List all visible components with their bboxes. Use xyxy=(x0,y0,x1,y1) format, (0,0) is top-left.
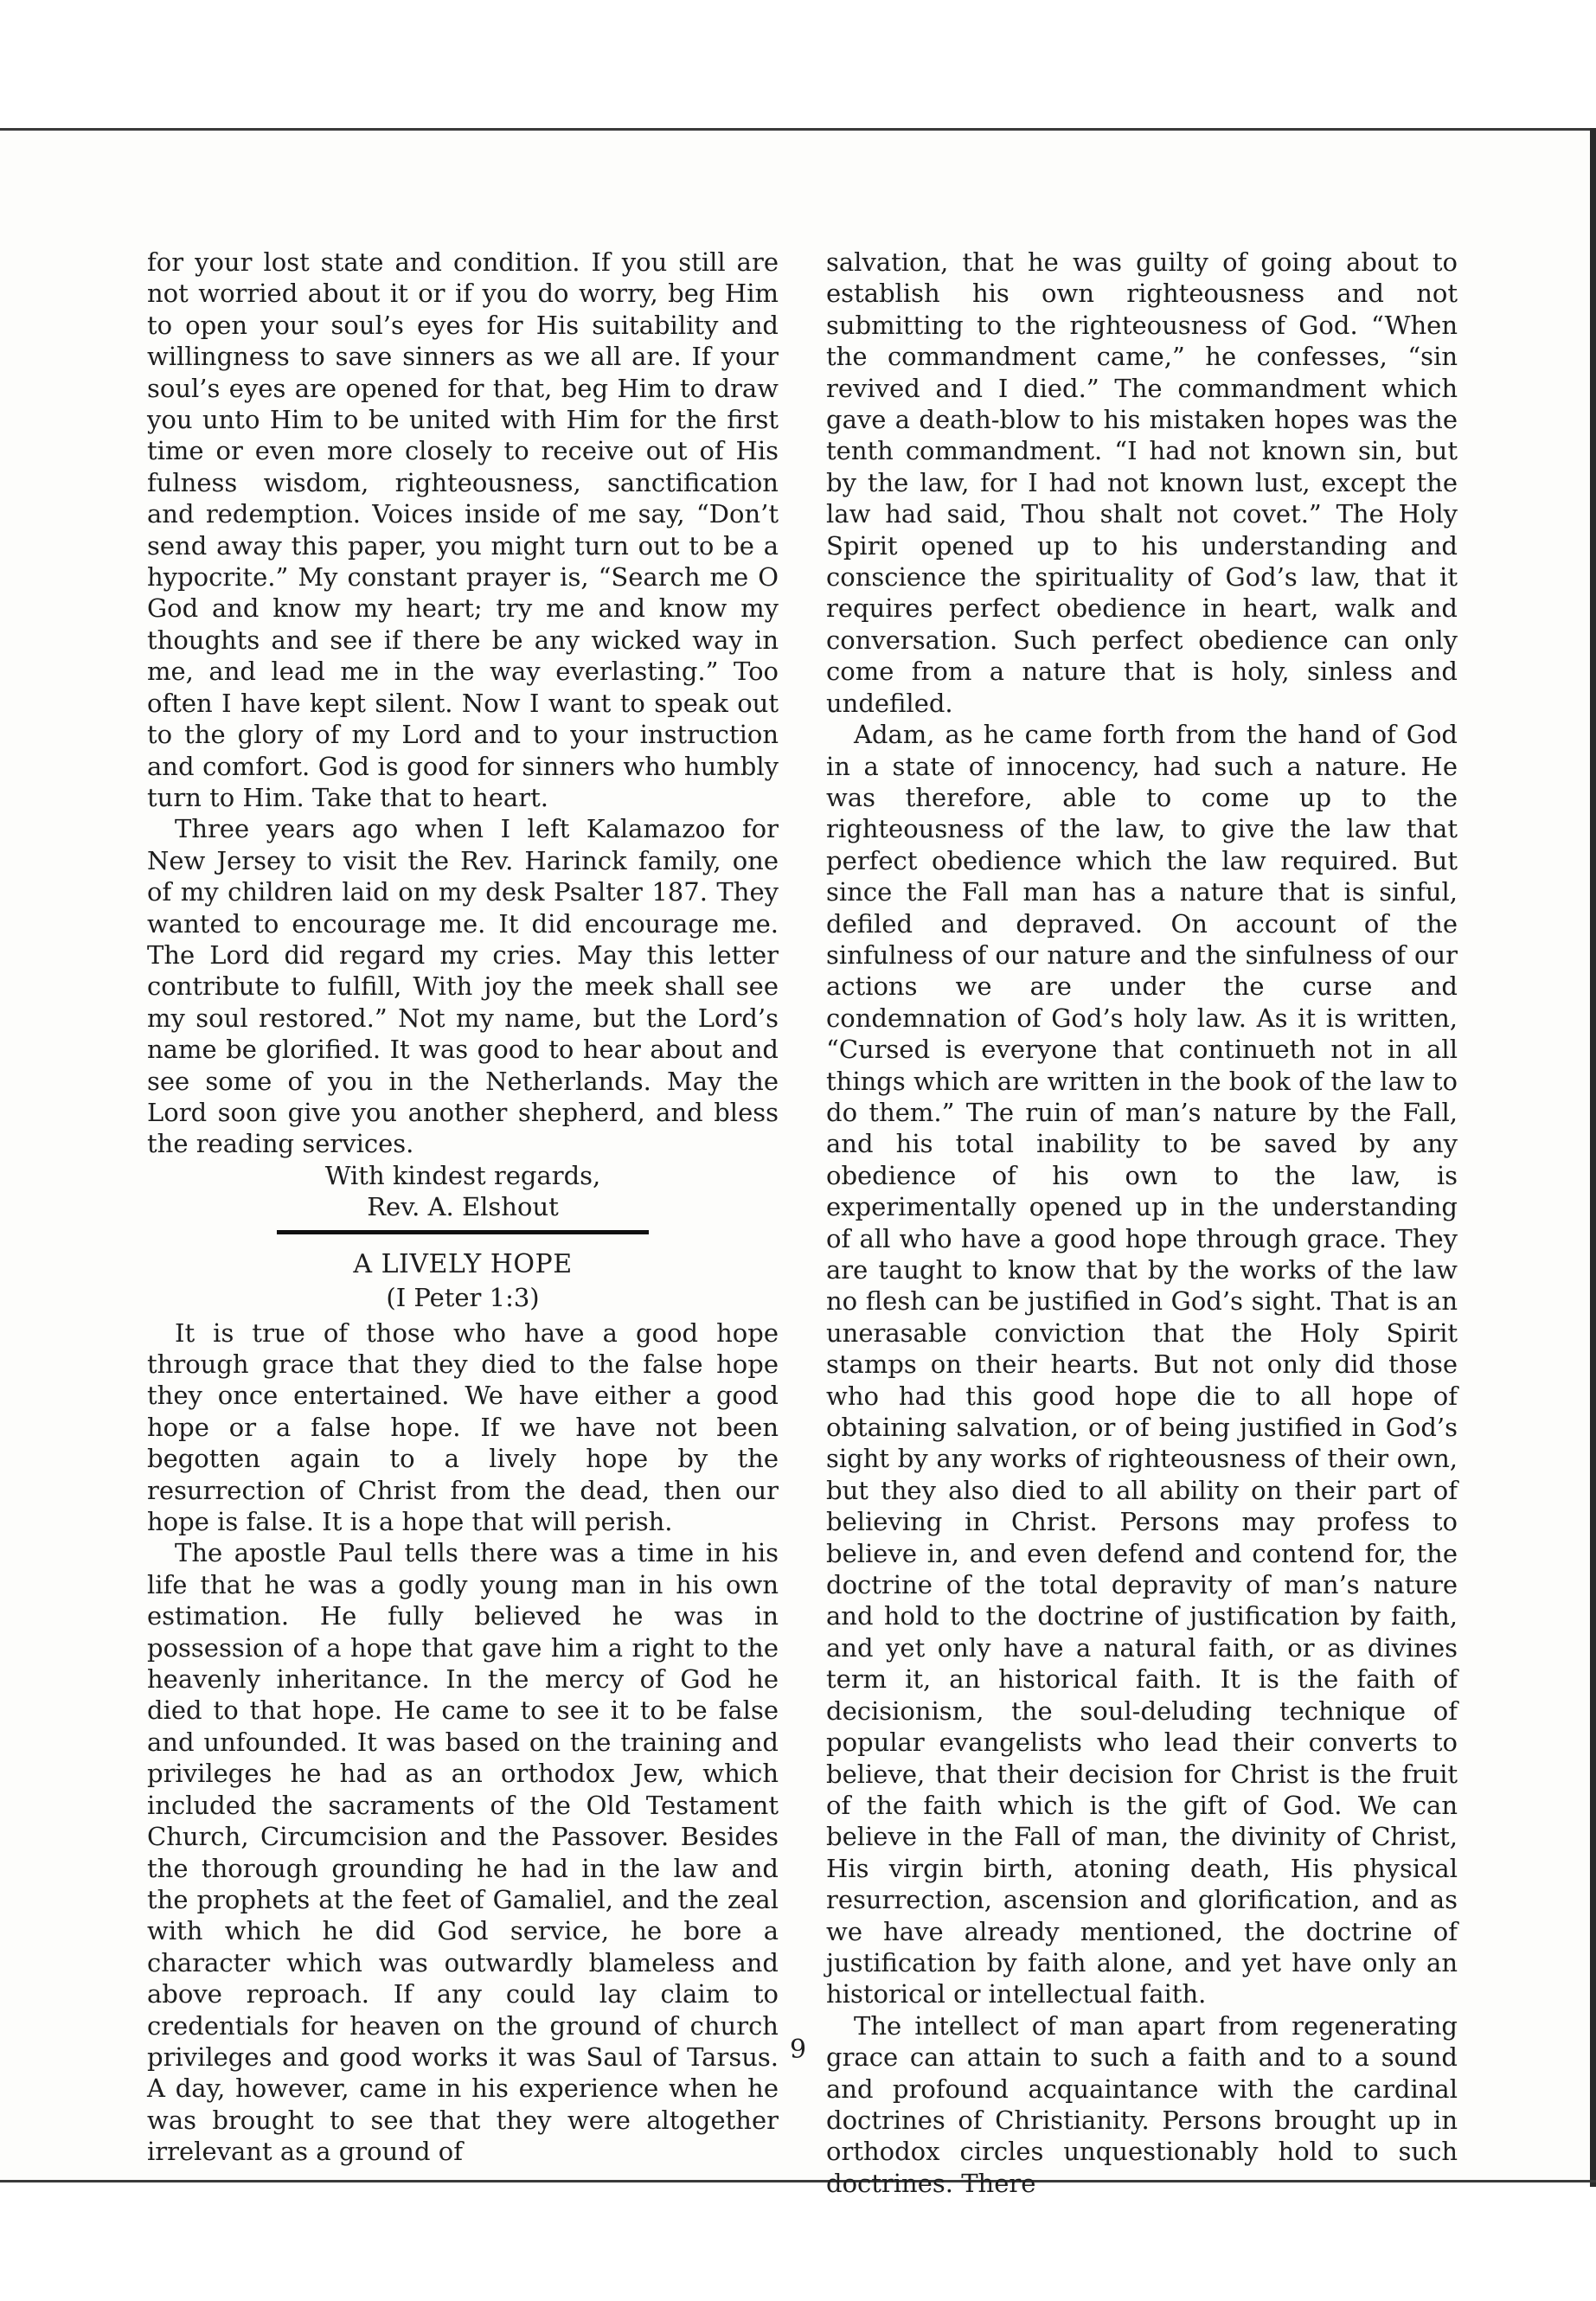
article-title: A LIVELY HOPE xyxy=(353,1248,573,1279)
section-divider xyxy=(277,1230,649,1234)
article-paragraph-1: It is true of those who have a good hope through grace that they died to the false hope they once entertained. We have either a good hope or a false hope. If we have not been begotten again to a lively hope by the resurrection of Christ from the dead, then our hope is false. It is a hope that will perish. xyxy=(147,1317,779,1537)
letter-closing: With kindest regards, xyxy=(324,1160,601,1190)
right-paragraph-2: Adam, as he came forth from the hand of God in a state of innocency, had such a nature. He was therefore, able to come up to the righteousness of the law, to give the law that perfect obedience which the law required. But since the Fall man has a nature that is sinful, defiled and depraved. On account of the sinfulness of our nature and the sinfulness of our actions we are under the curse and condemnation of God’s holy law. As it is written, “Cursed is everyone that continueth not in all things which are written in the book of the law to do them.” The ruin of man’s nature by the Fall, and his total inability to be saved by any obedience of his own to the law, is experimentally opened up in the understanding of all who have a good hope through grace. They are taught to know that by the works of the law no flesh can be justified in God’s sight. That is an unerasable conviction that the Holy Spirit stamps on their hearts. But not only did those who had this good hope die to all hope of obtaining salvation, or of being justified in God’s sight by any works of righteousness of their own, but they also died to all ability on their part of believing in Christ. Persons may profess to believe in, and even defend and contend for, the doctrine of the total depravity of man’s nature and hold to the doctrine of justification by faith, and yet only have a natural faith, or as divines term it, an historical faith. It is the faith of decisionism, the soul-deluding technique of popular evangelists who lead their converts to believe, that their decision for Christ is the fruit of the faith which is the gift of God. We can believe in the Fall of man, the divinity of Christ, His virgin birth, atoning death, His physical resurrection, ascension and glorification, and as we have already mentioned, the doctrine of justification by faith alone, and yet have only an historical or intellectual faith. xyxy=(826,720,1458,2009)
page-number: 9 xyxy=(789,2035,807,2065)
letter-signature: Rev. A. Elshout xyxy=(367,1192,559,1222)
right-column xyxy=(826,247,1458,2199)
article-paragraph-2: The apostle Paul tells there was a time in his life that he was a godly young man in his own estimation. He fully believed he was in possession of a hope that gave him a right to the heavenly inheritance. In the mercy of God he died to that hope. He came to see it to be false and unfounded. It was based on the training and privileges he had as an orthodox Jew, which included the sacraments of the Old Testament Church, Circumcision and the Passover. Besides the thorough grounding he had in the law and the prophets at the feet of Gamaliel, and the zeal with which he did God service, he bore a character which was outwardly blameless and above reproach. If any could lay claim to credentials for heaven on the ground of church privileges and good works it was Saul of Tarsus. A day, however, came in his experience when he was brought to see that they were altogether irrelevant as a ground of xyxy=(147,1538,779,2167)
right-paragraph-3: The intellect of man apart from regenerating grace can attain to such a faith and to a sound and profound acquaintance with the cardinal doctrines of Christianity. Persons brought up in orthodox circles unquestionably hold to such doctrines. There xyxy=(826,2010,1458,2198)
left-paragraph-1: for your lost state and condition. If you still are not worried about it or if you do worry, beg Him to open your soul’s eyes for His suitability and willingness to save sinners as we all are. If your soul’s eyes are opened for that, beg Him to draw you unto Him to be united with Him for the first time or even more closely to receive out of His fulness wisdom, righteousness, sanctification and redemption. Voices inside of me say, “Don’t send away this paper, you might turn out to be a hypocrite.” My constant prayer is, “Search me O God and know my heart; try me and know my thoughts and see if there be any wicked way in me, and lead me in the way everlasting.” Too often I have kept silent. Now I want to speak out to the glory of my Lord and to your instruction and comfort. God is good for sinners who humbly turn to Him. Take that to heart. xyxy=(147,247,779,812)
scan-edge-right xyxy=(1590,128,1596,2187)
right-paragraph-1: salvation, that he was guilty of going about to establish his own righteousness and not submitting to the righteousness of God. “When the commandment came,” he confesses, “sin revived and I died.” The commandment which gave a death-blow to his mistaken hopes was the tenth commandment. “I had not known sin, but by the law, for I had not known lust, except the law had said, Thou shalt not covet.” The Holy Spirit opened up to his understanding and conscience the spirituality of God’s law, that it requires perfect obedience in heart, walk and conversation. Such perfect obedience can only come from a nature that is holy, sinless and undefiled. xyxy=(826,247,1458,718)
left-paragraph-2: Three years ago when I left Kalamazoo for New Jersey to visit the Rev. Harinck family, one of my children laid on my desk Psalter 187. They wanted to encourage me. It did encourage me. The Lord did regard my cries. May this letter contribute to fulfill, With joy the meek shall see my soul restored.” Not my name, but the Lord’s name be glorified. It was good to hear about and see some of you in the Netherlands. May the Lord soon give you another shepherd, and bless the reading services. xyxy=(147,814,779,1159)
left-column xyxy=(147,247,779,2168)
article-reference: (I Peter 1:3) xyxy=(386,1282,540,1312)
